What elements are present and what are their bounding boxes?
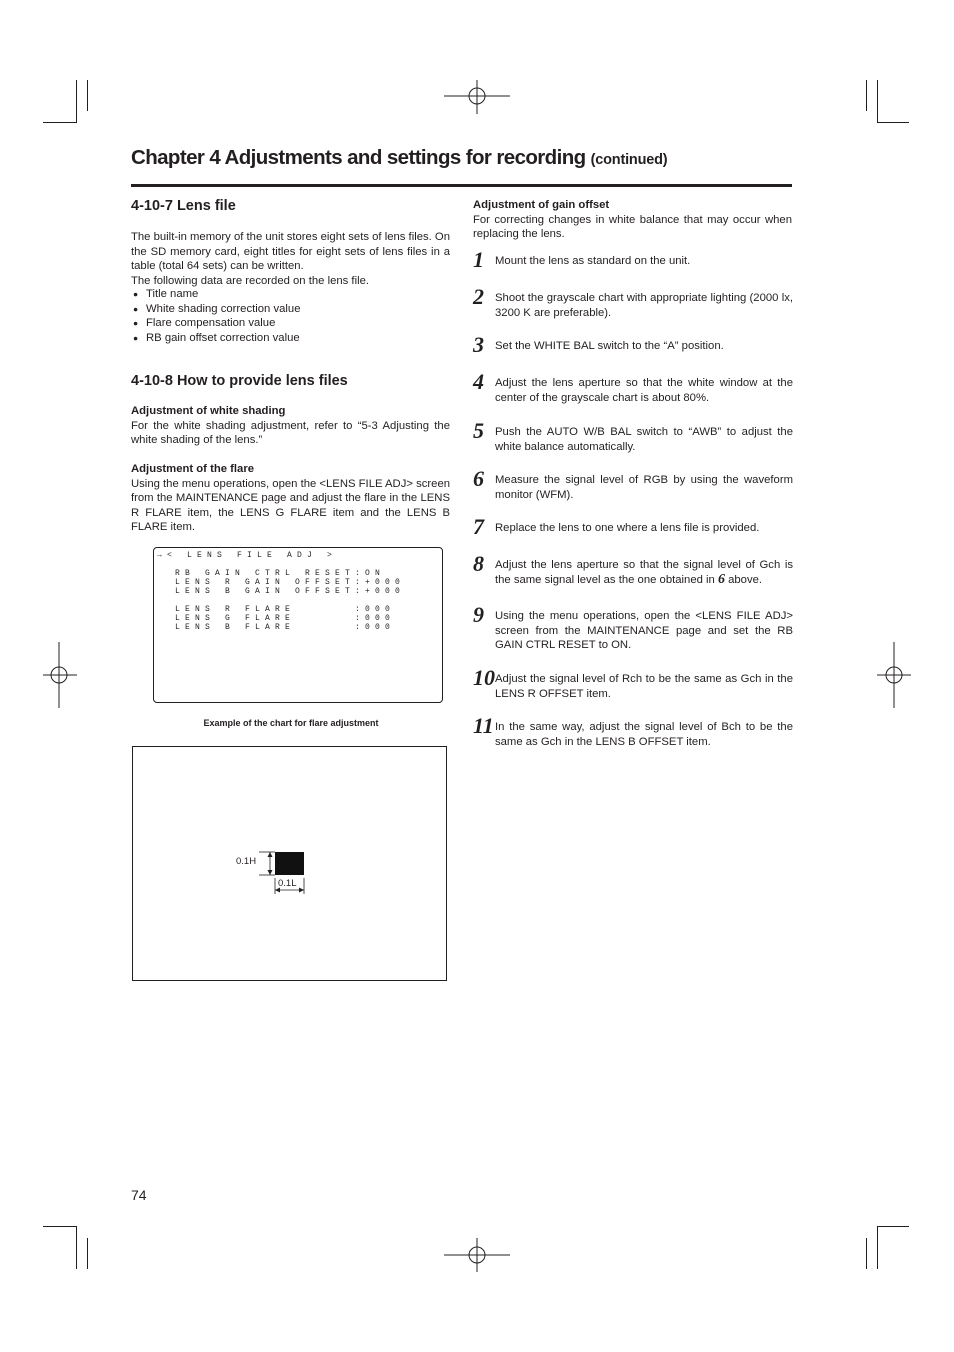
list-item: ● Flare compensation value <box>131 316 450 331</box>
list-item: ● Title name <box>131 287 450 302</box>
lens-file-intro-text: The built-in memory of the unit stores eight sets of lens files. On the SD memory card, eight titles for eight sets of lens files in a table (total 64 sets) can be written. <box>131 231 450 272</box>
step-text: Shoot the grayscale chart with appropriate lighting (2000 lx, 3200 K are preferable). <box>495 292 793 319</box>
step-text <box>495 558 793 587</box>
step-number: 2 <box>473 284 484 309</box>
screen-line: LENS G FLARE :000 <box>175 614 396 623</box>
screen-line: LENS B FLARE :000 <box>175 623 396 632</box>
registration-mark-left <box>43 642 77 708</box>
gain-offset-title: Adjustment of gain offset <box>473 199 610 211</box>
step-text: Set the WHITE BAL switch to the “A” position. <box>495 340 724 352</box>
lens-file-intro <box>131 230 450 288</box>
chapter-title <box>131 146 667 170</box>
list-item: ● RB gain offset correction value <box>131 331 450 346</box>
chapter-title-text: Chapter 4 Adjustments and settings for recording <box>131 146 586 169</box>
registration-mark-bottom <box>444 1238 510 1272</box>
step-text: In the same way, adjust the signal level of Bch to be the same as Gch in the LENS B OFFSET item. <box>495 721 793 748</box>
step-text: Replace the lens to one where a lens file is provided. <box>495 522 760 534</box>
screen-line: RB GAIN CTRL RESET:ON <box>175 569 386 578</box>
step-text: Using the menu operations, open the <LENS FILE ADJ> screen from the MAINTENANCE page and set the RB GAIN CTRL RESET to ON. <box>495 610 793 651</box>
lens-file-recorded-intro: The following data are recorded on the lens file. <box>131 274 370 287</box>
white-shading-text: For the white shading adjustment, refer to “5-3 Adjusting the white shading of the lens.” <box>131 419 450 446</box>
step-text: Measure the signal level of RGB by using the waveform monitor (WFM). <box>495 474 793 501</box>
lens-file-bullet-list <box>131 287 450 345</box>
page-number: 74 <box>131 1187 147 1203</box>
chart-caption: Example of the chart for flare adjustment <box>203 718 379 728</box>
lens-file-heading: 4-10-7 Lens file <box>131 198 236 214</box>
header-rule <box>131 184 792 187</box>
screen-line: LENS B GAIN OFFSET:+000 <box>175 587 406 596</box>
step-number: 4 <box>473 369 484 394</box>
step-reference: 6 <box>717 571 725 587</box>
registration-mark-top <box>444 80 510 114</box>
height-label: 0.1H <box>236 856 257 867</box>
registration-mark-right <box>877 642 911 708</box>
screen-line: LENS R GAIN OFFSET:+000 <box>175 578 406 587</box>
screen-title-line: →< LENS FILE ADJ > <box>157 551 338 560</box>
step-number: 1 <box>473 247 484 272</box>
flare-text: Using the menu operations, open the <LENS FILE ADJ> screen from the MAINTENANCE page and adjust the flare in the LENS R FLARE item, the LENS G FLARE item and the LENS B FLARE item. <box>131 477 451 533</box>
step-text: Push the AUTO W/B BAL switch to “AWB” to adjust the white balance automatically. <box>495 426 793 453</box>
step-text-b: above. <box>724 573 763 586</box>
step-number: 6 <box>473 466 484 491</box>
continued-label: (continued) <box>590 152 668 168</box>
flare-title: Adjustment of the flare <box>131 463 255 475</box>
step-text-a: Adjust the lens aperture so that the signal level of Gch is the same signal level as the one obtained in <box>495 559 793 586</box>
step-text: Mount the lens as standard on the unit. <box>495 255 691 267</box>
step-number: 10 <box>473 665 495 690</box>
step-text: Adjust the signal level of Rch to be the same as Gch in the LENS R OFFSET item. <box>495 673 793 700</box>
flare-section <box>131 462 450 535</box>
gain-offset-section <box>473 198 792 242</box>
list-item: ● White shading correction value <box>131 302 450 317</box>
step-number: 7 <box>473 514 484 539</box>
screen-line: LENS R FLARE :000 <box>175 605 396 614</box>
step-text: Adjust the lens aperture so that the white window at the center of the grayscale chart is about 80%. <box>495 377 793 404</box>
step-number: 9 <box>473 602 484 627</box>
step-number: 5 <box>473 418 484 443</box>
gain-offset-intro: For correcting changes in white balance that may occur when replacing the lens. <box>473 213 792 240</box>
provide-lens-files-heading: 4-10-8 How to provide lens files <box>131 373 348 389</box>
step-number: 8 <box>473 551 484 576</box>
white-shading-title: Adjustment of white shading <box>131 405 286 417</box>
white-shading-section <box>131 404 450 448</box>
step-number: 3 <box>473 332 484 357</box>
step-number: 11 <box>473 713 494 738</box>
width-label: 0.1L <box>278 878 297 889</box>
lens-file-adj-screen <box>153 547 443 703</box>
